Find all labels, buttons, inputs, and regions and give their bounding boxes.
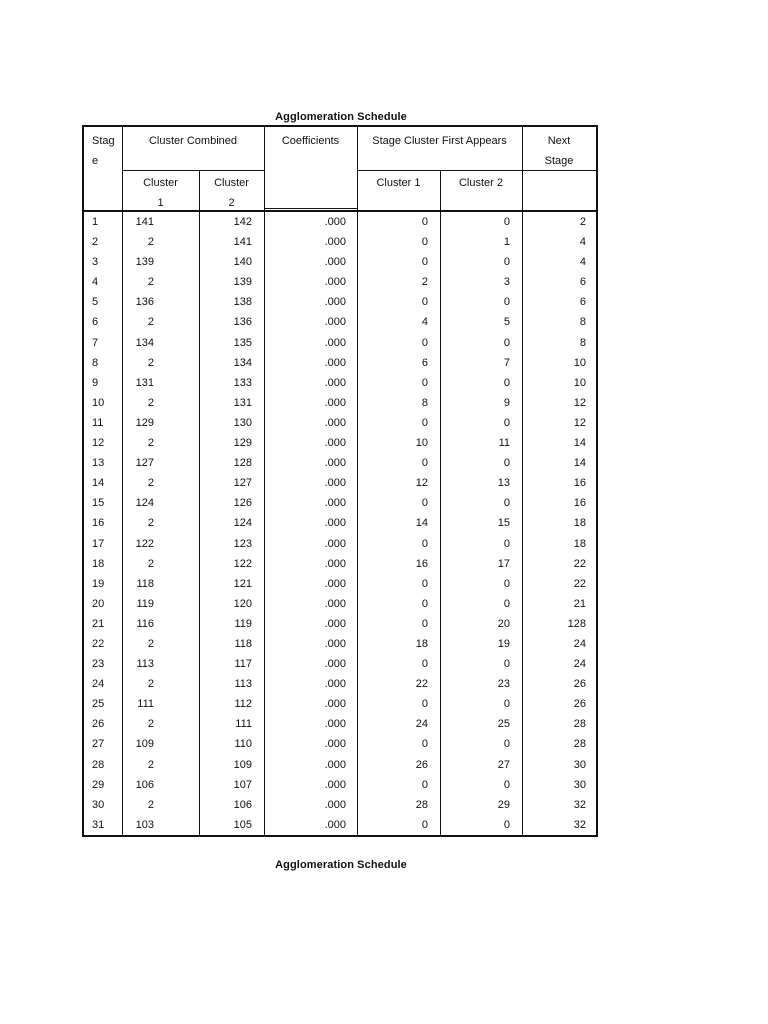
stage-cell: 10 xyxy=(92,396,105,409)
next-stage-cell: 4 xyxy=(579,236,586,249)
first-appears-cluster-2-cell: 27 xyxy=(497,758,510,771)
cluster-1-cell: 2 xyxy=(147,276,154,289)
coefficient-cell: .000 xyxy=(324,356,346,369)
table-row xyxy=(84,816,596,836)
cluster-2-cell: 113 xyxy=(234,678,252,691)
first-appears-cluster-2-cell: 0 xyxy=(503,738,510,751)
first-appears-cluster-2-cell: 29 xyxy=(497,798,510,811)
stage-cell: 4 xyxy=(92,276,99,289)
header-stage-cluster-first-appears: Stage Cluster First Appears xyxy=(372,135,507,147)
next-stage-cell: 14 xyxy=(573,457,586,470)
cluster-2-cell: 134 xyxy=(233,356,252,369)
first-appears-cluster-1-cell: 0 xyxy=(421,336,428,349)
next-stage-cell: 12 xyxy=(573,396,586,409)
table-row xyxy=(84,414,596,434)
stage-cell: 7 xyxy=(92,336,99,349)
next-stage-cell: 32 xyxy=(573,818,586,831)
coefficient-cell: .000 xyxy=(324,617,346,630)
first-appears-cluster-2-cell: 0 xyxy=(503,497,510,510)
cluster-1-cell: 127 xyxy=(135,457,154,470)
first-appears-cluster-1-cell: 0 xyxy=(421,216,428,228)
stage-cell: 11 xyxy=(92,416,104,429)
first-appears-cluster-2-cell: 5 xyxy=(503,316,510,329)
cluster-2-cell: 130 xyxy=(233,416,252,429)
next-stage-cell: 18 xyxy=(573,537,586,550)
cluster-2-cell: 129 xyxy=(233,437,252,450)
stage-cell: 19 xyxy=(92,577,105,590)
table-row xyxy=(84,735,596,755)
table-body xyxy=(84,213,596,836)
next-stage-cell: 22 xyxy=(573,557,586,570)
next-stage-cell: 6 xyxy=(579,276,586,289)
cluster-2-cell: 131 xyxy=(233,396,252,409)
stage-cell: 27 xyxy=(92,738,105,751)
next-stage-cell: 10 xyxy=(573,356,586,369)
coefficient-cell: .000 xyxy=(324,517,346,530)
stage-cell: 8 xyxy=(92,356,99,369)
cluster-2-cell: 138 xyxy=(233,296,252,309)
first-appears-cluster-1-cell: 4 xyxy=(421,316,428,329)
cluster-1-cell: 124 xyxy=(135,497,154,510)
first-appears-cluster-2-cell: 9 xyxy=(503,396,510,409)
table-row xyxy=(84,273,596,293)
first-appears-cluster-2-cell: 17 xyxy=(497,557,510,570)
coefficient-cell: .000 xyxy=(324,477,346,490)
next-stage-cell: 14 xyxy=(573,437,586,450)
first-appears-cluster-1-cell: 0 xyxy=(421,818,428,831)
first-appears-cluster-1-cell: 0 xyxy=(421,236,428,249)
cluster-1-cell: 116 xyxy=(136,617,154,630)
first-appears-cluster-2-cell: 1 xyxy=(503,236,510,249)
first-appears-cluster-1-cell: 0 xyxy=(421,617,428,630)
table-row xyxy=(84,675,596,695)
next-stage-cell: 24 xyxy=(573,637,586,650)
cluster-1-cell: 109 xyxy=(135,738,154,751)
table-row xyxy=(84,776,596,796)
table-row xyxy=(84,374,596,394)
cluster-1-cell: 2 xyxy=(147,396,154,409)
stage-cell: 6 xyxy=(92,316,99,329)
table-row xyxy=(84,434,596,454)
first-appears-cluster-2-cell: 0 xyxy=(503,256,510,269)
first-appears-cluster-1-cell: 0 xyxy=(421,497,428,510)
first-appears-cluster-2-cell: 0 xyxy=(503,698,510,711)
stage-cell: 9 xyxy=(92,376,99,389)
table-row xyxy=(84,494,596,514)
cluster-2-cell: 124 xyxy=(233,517,252,530)
stage-cell: 13 xyxy=(92,457,105,470)
first-appears-cluster-1-cell: 16 xyxy=(415,557,428,570)
first-appears-cluster-1-cell: 18 xyxy=(415,637,428,650)
stage-cell: 30 xyxy=(92,798,105,811)
cluster-2-cell: 133 xyxy=(233,376,252,389)
first-appears-cluster-2-cell: 0 xyxy=(503,457,510,470)
first-appears-cluster-2-cell: 0 xyxy=(503,778,510,791)
cluster-1-cell: 2 xyxy=(147,758,154,771)
first-appears-cluster-2-cell: 23 xyxy=(497,678,510,691)
table-row xyxy=(84,394,596,414)
coefficient-cell: .000 xyxy=(324,276,346,289)
next-stage-cell: 8 xyxy=(579,316,586,329)
first-appears-cluster-2-cell: 0 xyxy=(503,597,510,610)
cluster-1-cell: 2 xyxy=(147,798,154,811)
first-appears-cluster-1-cell: 14 xyxy=(415,517,428,530)
next-stage-cell: 24 xyxy=(573,658,586,671)
header-cc-cluster-1: Cluster 1 xyxy=(143,177,178,209)
first-appears-cluster-2-cell: 3 xyxy=(503,276,510,289)
first-appears-cluster-1-cell: 0 xyxy=(421,256,428,269)
header-divider xyxy=(264,208,357,209)
table-row xyxy=(84,575,596,595)
stage-cell: 17 xyxy=(92,537,105,550)
next-stage-cell: 28 xyxy=(573,718,586,731)
cluster-1-cell: 103 xyxy=(135,818,154,831)
next-table-title: Agglomeration Schedule xyxy=(275,859,407,871)
stage-cell: 21 xyxy=(92,617,105,630)
stage-cell: 23 xyxy=(92,658,105,671)
next-stage-cell: 128 xyxy=(567,617,586,630)
cluster-1-cell: 136 xyxy=(135,296,154,309)
first-appears-cluster-1-cell: 8 xyxy=(421,396,428,409)
first-appears-cluster-1-cell: 24 xyxy=(415,718,428,731)
next-stage-cell: 4 xyxy=(579,256,586,269)
cluster-2-cell: 126 xyxy=(233,497,252,510)
header-cluster-combined: Cluster Combined xyxy=(148,135,238,147)
agglomeration-table xyxy=(82,125,598,837)
first-appears-cluster-2-cell: 11 xyxy=(498,437,510,450)
table-row xyxy=(84,293,596,313)
first-appears-cluster-2-cell: 0 xyxy=(503,296,510,309)
table-row xyxy=(84,796,596,816)
cluster-1-cell: 111 xyxy=(137,698,154,711)
first-appears-cluster-1-cell: 0 xyxy=(421,778,428,791)
table-row xyxy=(84,535,596,555)
stage-cell: 1 xyxy=(92,216,99,228)
coefficient-cell: .000 xyxy=(324,637,346,650)
table-row xyxy=(84,635,596,655)
table-row xyxy=(84,695,596,715)
next-stage-cell: 16 xyxy=(573,497,586,510)
cluster-2-cell: 141 xyxy=(233,236,252,249)
coefficient-cell: .000 xyxy=(324,698,346,711)
cluster-1-cell: 2 xyxy=(147,316,154,329)
table-row xyxy=(84,253,596,273)
table-row xyxy=(84,313,596,333)
header-next-stage: Next Stage xyxy=(544,135,574,167)
coefficient-cell: .000 xyxy=(324,678,346,691)
cluster-1-cell: 131 xyxy=(135,376,154,389)
cluster-1-cell: 2 xyxy=(147,356,154,369)
next-stage-cell: 26 xyxy=(573,678,586,691)
coefficient-cell: .000 xyxy=(324,396,346,409)
coefficient-cell: .000 xyxy=(324,256,346,269)
cluster-1-cell: 2 xyxy=(147,437,154,450)
cluster-2-cell: 127 xyxy=(233,477,252,490)
cluster-2-cell: 117 xyxy=(234,658,252,671)
cluster-1-cell: 2 xyxy=(147,678,154,691)
stage-cell: 12 xyxy=(92,437,105,450)
cluster-1-cell: 118 xyxy=(136,577,154,590)
cluster-2-cell: 140 xyxy=(233,256,252,269)
cluster-1-cell: 129 xyxy=(135,416,154,429)
coefficient-cell: .000 xyxy=(324,537,346,550)
cluster-1-cell: 134 xyxy=(135,336,154,349)
cluster-2-cell: 142 xyxy=(233,216,252,228)
coefficient-cell: .000 xyxy=(324,597,346,610)
stage-cell: 18 xyxy=(92,557,105,570)
table-row xyxy=(84,555,596,575)
first-appears-cluster-1-cell: 0 xyxy=(421,738,428,751)
coefficient-cell: .000 xyxy=(324,718,346,731)
cluster-1-cell: 2 xyxy=(147,557,154,570)
first-appears-cluster-1-cell: 0 xyxy=(421,376,428,389)
first-appears-cluster-1-cell: 0 xyxy=(421,537,428,550)
stage-cell: 25 xyxy=(92,698,105,711)
cluster-1-cell: 113 xyxy=(136,658,154,671)
cluster-1-cell: 2 xyxy=(147,477,154,490)
cluster-2-cell: 121 xyxy=(233,577,252,590)
cluster-1-cell: 139 xyxy=(135,256,154,269)
first-appears-cluster-2-cell: 0 xyxy=(503,416,510,429)
cluster-2-cell: 128 xyxy=(233,457,252,470)
table-row xyxy=(84,615,596,635)
stage-cell: 24 xyxy=(92,678,105,691)
table-row xyxy=(84,354,596,374)
cluster-2-cell: 135 xyxy=(233,336,252,349)
cluster-1-cell: 2 xyxy=(147,637,154,650)
first-appears-cluster-1-cell: 6 xyxy=(421,356,428,369)
cluster-2-cell: 107 xyxy=(233,778,252,791)
cluster-2-cell: 123 xyxy=(233,537,252,550)
coefficient-cell: .000 xyxy=(324,818,346,831)
table-row xyxy=(84,756,596,776)
coefficient-cell: .000 xyxy=(324,738,346,751)
table-row xyxy=(84,715,596,735)
first-appears-cluster-2-cell: 0 xyxy=(503,216,510,228)
cluster-1-cell: 2 xyxy=(147,718,154,731)
table-row xyxy=(84,655,596,675)
cluster-2-cell: 118 xyxy=(234,637,252,650)
coefficient-cell: .000 xyxy=(324,658,346,671)
first-appears-cluster-2-cell: 20 xyxy=(497,617,510,630)
table-row xyxy=(84,213,596,233)
first-appears-cluster-1-cell: 0 xyxy=(421,658,428,671)
next-stage-cell: 30 xyxy=(573,778,586,791)
table-row xyxy=(84,454,596,474)
stage-cell: 3 xyxy=(92,256,99,269)
first-appears-cluster-1-cell: 0 xyxy=(421,296,428,309)
stage-cell: 14 xyxy=(92,477,105,490)
next-stage-cell: 22 xyxy=(573,577,586,590)
first-appears-cluster-1-cell: 0 xyxy=(421,698,428,711)
first-appears-cluster-1-cell: 12 xyxy=(415,477,428,490)
first-appears-cluster-2-cell: 19 xyxy=(497,637,510,650)
header-divider xyxy=(122,170,264,171)
cluster-1-cell: 2 xyxy=(147,236,154,249)
first-appears-cluster-2-cell: 0 xyxy=(503,818,510,831)
next-stage-cell: 16 xyxy=(573,477,586,490)
table-title: Agglomeration Schedule xyxy=(275,111,407,123)
cluster-1-cell: 119 xyxy=(136,597,154,610)
stage-cell: 28 xyxy=(92,758,105,771)
coefficient-cell: .000 xyxy=(324,316,346,329)
header-sf-cluster-1: Cluster 1 xyxy=(376,177,421,189)
first-appears-cluster-2-cell: 0 xyxy=(503,336,510,349)
next-stage-cell: 26 xyxy=(573,698,586,711)
table-row xyxy=(84,334,596,354)
next-stage-cell: 21 xyxy=(573,597,586,610)
stage-cell: 22 xyxy=(92,637,105,650)
next-stage-cell: 12 xyxy=(573,416,586,429)
header-cc-cluster-2: Cluster 2 xyxy=(214,177,249,209)
stage-cell: 5 xyxy=(92,296,99,309)
first-appears-cluster-1-cell: 0 xyxy=(421,597,428,610)
first-appears-cluster-1-cell: 2 xyxy=(421,276,428,289)
next-stage-cell: 28 xyxy=(573,738,586,751)
first-appears-cluster-1-cell: 26 xyxy=(415,758,428,771)
cluster-2-cell: 111 xyxy=(235,718,252,731)
coefficient-cell: .000 xyxy=(324,457,346,470)
coefficient-cell: .000 xyxy=(324,497,346,510)
stage-cell: 31 xyxy=(92,818,105,831)
next-stage-cell: 6 xyxy=(579,296,586,309)
stage-cell: 29 xyxy=(92,778,105,791)
cluster-2-cell: 105 xyxy=(233,818,252,831)
stage-cell: 15 xyxy=(92,497,105,510)
first-appears-cluster-1-cell: 0 xyxy=(421,416,428,429)
first-appears-cluster-2-cell: 15 xyxy=(497,517,510,530)
stage-cell: 16 xyxy=(92,517,105,530)
next-stage-cell: 8 xyxy=(579,336,586,349)
coefficient-cell: .000 xyxy=(324,216,346,228)
table-row xyxy=(84,233,596,253)
coefficient-cell: .000 xyxy=(324,758,346,771)
coefficient-cell: .000 xyxy=(324,336,346,349)
first-appears-cluster-2-cell: 0 xyxy=(503,658,510,671)
cluster-2-cell: 112 xyxy=(234,698,252,711)
cluster-1-cell: 122 xyxy=(135,537,154,550)
header-stage: Stag e xyxy=(92,135,115,167)
first-appears-cluster-2-cell: 13 xyxy=(497,477,510,490)
next-stage-cell: 32 xyxy=(573,798,586,811)
next-stage-cell: 30 xyxy=(573,758,586,771)
table-row xyxy=(84,595,596,615)
first-appears-cluster-2-cell: 0 xyxy=(503,577,510,590)
first-appears-cluster-2-cell: 0 xyxy=(503,537,510,550)
cluster-2-cell: 106 xyxy=(233,798,252,811)
table-row xyxy=(84,514,596,534)
coefficient-cell: .000 xyxy=(324,376,346,389)
coefficient-cell: .000 xyxy=(324,296,346,309)
coefficient-cell: .000 xyxy=(324,437,346,450)
next-stage-cell: 10 xyxy=(573,376,586,389)
first-appears-cluster-1-cell: 22 xyxy=(415,678,428,691)
next-stage-cell: 2 xyxy=(579,216,586,228)
first-appears-cluster-1-cell: 28 xyxy=(415,798,428,811)
header-coefficients: Coefficients xyxy=(281,135,340,147)
first-appears-cluster-2-cell: 25 xyxy=(497,718,510,731)
table-row xyxy=(84,474,596,494)
coefficient-cell: .000 xyxy=(324,557,346,570)
cluster-2-cell: 136 xyxy=(233,316,252,329)
header-sf-cluster-2: Cluster 2 xyxy=(458,177,504,189)
cluster-2-cell: 109 xyxy=(233,758,252,771)
cluster-2-cell: 120 xyxy=(233,597,252,610)
coefficient-cell: .000 xyxy=(324,416,346,429)
first-appears-cluster-2-cell: 0 xyxy=(503,376,510,389)
first-appears-cluster-2-cell: 7 xyxy=(503,356,510,369)
coefficient-cell: .000 xyxy=(324,778,346,791)
stage-cell: 26 xyxy=(92,718,105,731)
cluster-2-cell: 122 xyxy=(233,557,252,570)
first-appears-cluster-1-cell: 0 xyxy=(421,457,428,470)
coefficient-cell: .000 xyxy=(324,798,346,811)
cluster-2-cell: 110 xyxy=(234,738,252,751)
cluster-2-cell: 139 xyxy=(233,276,252,289)
cluster-1-cell: 2 xyxy=(147,517,154,530)
first-appears-cluster-1-cell: 0 xyxy=(421,577,428,590)
stage-cell: 2 xyxy=(92,236,99,249)
cluster-2-cell: 119 xyxy=(234,617,252,630)
first-appears-cluster-1-cell: 10 xyxy=(415,437,428,450)
cluster-1-cell: 141 xyxy=(135,216,154,228)
stage-cell: 20 xyxy=(92,597,105,610)
coefficient-cell: .000 xyxy=(324,236,346,249)
cluster-1-cell: 106 xyxy=(135,778,154,791)
next-stage-cell: 18 xyxy=(573,517,586,530)
coefficient-cell: .000 xyxy=(324,577,346,590)
